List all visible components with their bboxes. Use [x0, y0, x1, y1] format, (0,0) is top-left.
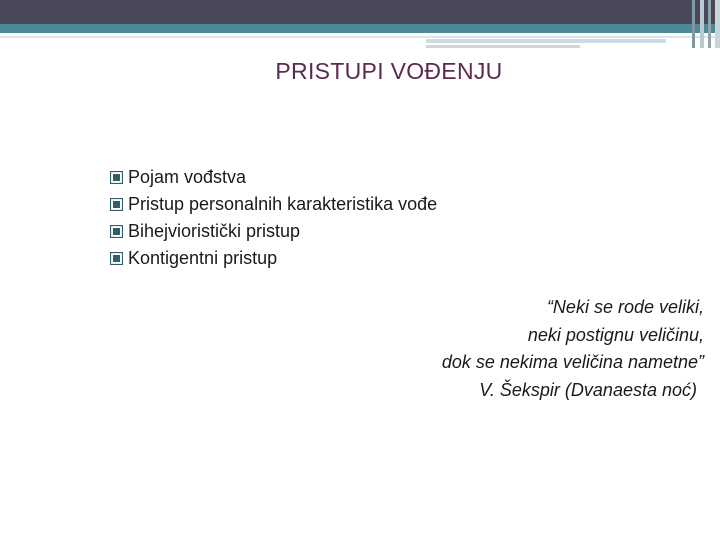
- quote-block: [442, 294, 704, 404]
- hollow-square-bullet-icon: [110, 171, 123, 184]
- header-teal-bar: [0, 24, 720, 33]
- header-accent-bar-secondary: [426, 45, 580, 48]
- list-item: [110, 191, 437, 218]
- quote-line: “Neki se rode veliki,: [546, 297, 704, 317]
- header-corner-stripes: [668, 0, 720, 48]
- list-item-label: Kontigentni pristup: [128, 248, 278, 268]
- list-item: [110, 245, 437, 272]
- quote-author: V. Šekspir (Dvanaesta noć): [479, 379, 697, 400]
- list-item-label: Pristup personalnih karakteristika vođe: [128, 194, 438, 214]
- quote-line: dok se nekima veličina nametne”: [441, 352, 704, 372]
- list-item-label: Pojam vođstva: [128, 167, 247, 187]
- header-divider-line: [0, 36, 720, 38]
- hollow-square-bullet-icon: [110, 198, 123, 211]
- slide-title: PRISTUPI VOĐENJU: [275, 58, 503, 84]
- hollow-square-bullet-icon: [110, 225, 123, 238]
- list-item-label: Bihejvioristički pristup: [128, 221, 301, 241]
- header-accent-bar: [426, 39, 666, 43]
- hollow-square-bullet-icon: [110, 252, 123, 265]
- quote-line: neki postignu veličinu,: [527, 324, 704, 345]
- header-dark-bar: [0, 0, 720, 24]
- list-item: [110, 164, 437, 191]
- list-item: [110, 218, 437, 245]
- bullet-list: [110, 164, 437, 272]
